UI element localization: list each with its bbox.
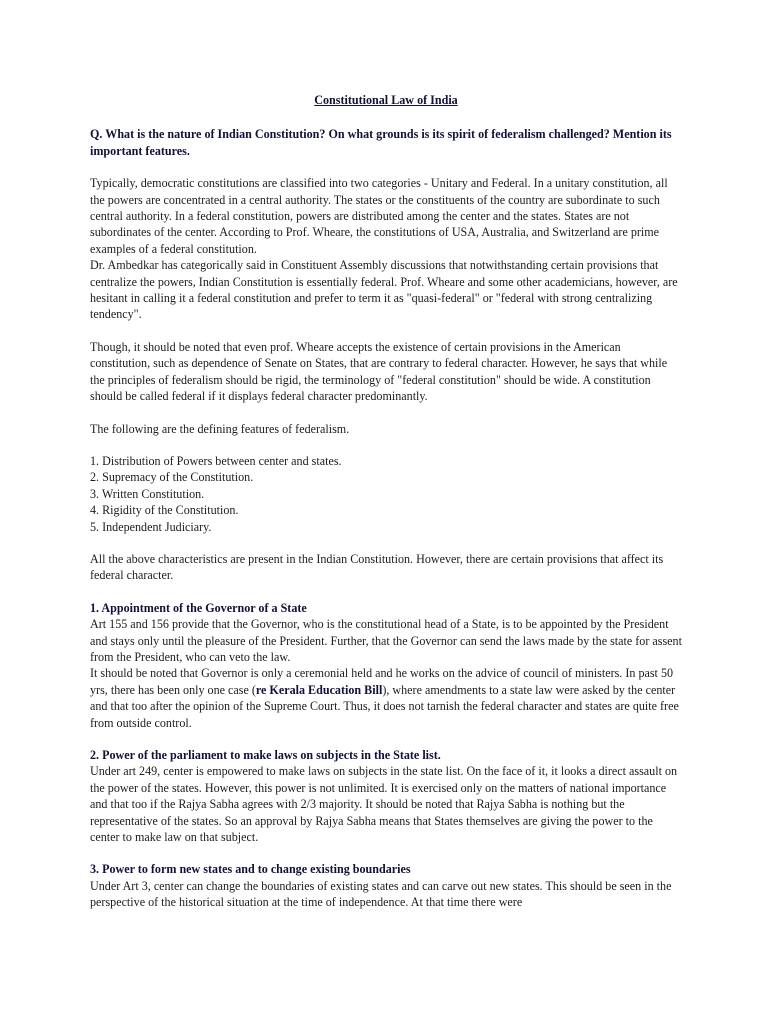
list-item: 3. Written Constitution. — [90, 486, 205, 501]
section-1-text-2-before: It should be noted that Governor is only a ceremonial held and he works on the advice of council of ministers. In past 50 yrs, there has been only one case ( — [90, 666, 674, 697]
list-item: 2. Supremacy of the Constitution. — [90, 470, 254, 485]
paragraph-3: Though, it should be noted that even prof. Wheare accepts the existence of certain provisions in the American constitution, such as dependence of Senate on States, that are contrary to federal character. However, he says that while the principles of federalism should be rigid, the terminology of "federal constitution" should be wide. A constitution should be called federal if it displays federal character predominantly. — [90, 339, 668, 404]
intro-paragraph-2: Dr. Ambedkar has categorically said in Constituent Assembly discussions that notwithstanding certain provisions that centralize the powers, Indian Constitution is essentially federal. Prof. Wheare and some other academicians, however, are hesitant in calling it a federal constitution and prefer to term it as "quasi-federal" or "federal with strong centralizing tendency". — [90, 258, 678, 322]
section-heading-2: 2. Power of the parliament to make laws on subjects in the State list. — [90, 748, 441, 762]
section-heading-3: 3. Power to form new states and to change existing boundaries — [90, 862, 411, 877]
list-item: 5. Independent Judiciary. — [90, 519, 212, 534]
document-title: Constitutional Law of India — [314, 93, 458, 107]
intro-paragraph-1: Typically, democratic constitutions are classified into two categories - Unitary and Federal. In a unitary constitution, all the powers are concentrated in a central authority. The states or the constituents of the country are subordinate to such central authority. In a federal constitution, powers are distributed among the center and the states. States are not subordinates of the center. According to Prof. Wheare, the constitutions of USA, Australia, and Switzerland are prime examples of a federal constitution. — [90, 176, 668, 256]
list-item: 4. Rigidity of the Constitution. — [90, 503, 239, 518]
section-3-text-1: Under Art 3, center can change the boundaries of existing states and can carve out new states. This should be seen in the perspective of the historical situation at the time of independence. At that time there were — [90, 878, 672, 910]
list-item: 1. Distribution of Powers between center and states. — [90, 453, 342, 468]
question-text: Q. What is the nature of Indian Constitution? On what grounds is its spirit of federalism challenged? Mention its important features. — [90, 127, 672, 158]
section-heading-1: 1. Appointment of the Governor of a State — [90, 600, 307, 615]
document-page — [90, 92, 682, 911]
section-1-text-2-after: ), where amendments to a state law were asked by the center and that too after the opinion of the Supreme Court. Thus, it does not tarnish the federal character and states are quite free from outside control. — [90, 682, 679, 730]
features-list — [90, 453, 682, 535]
features-intro: The following are the defining features of federalism. — [90, 421, 350, 436]
section-1-text-2 — [90, 665, 682, 731]
section-1-text-1: Art 155 and 156 provide that the Governor, who is the constitutional head of a State, is to be appointed by the President and stays only until the pleasure of the President. Further, that the Governor can send the laws made by the state for assent from the President, who can veto the law. — [90, 617, 682, 664]
kerala-education-bill-reference: re Kerala Education Bill — [255, 682, 383, 697]
section-2-text-1: Under art 249, center is empowered to make laws on subjects in the state list. On the face of it, it looks a direct assault on the power of the states. However, this power is not unlimited. It is exercised only on the matters of national importance and that too if the Rajya Sabha agrees with 2/3 majority. It should be noted that Rajya Sabha is nothing but the representative of the states. So an approval by Rajya Sabha means that States themselves are giving the power to the center to make law on that subject. — [90, 764, 678, 845]
paragraph-4: All the above characteristics are present in the Indian Constitution. However, there are certain provisions that affect its federal character. — [90, 551, 664, 583]
